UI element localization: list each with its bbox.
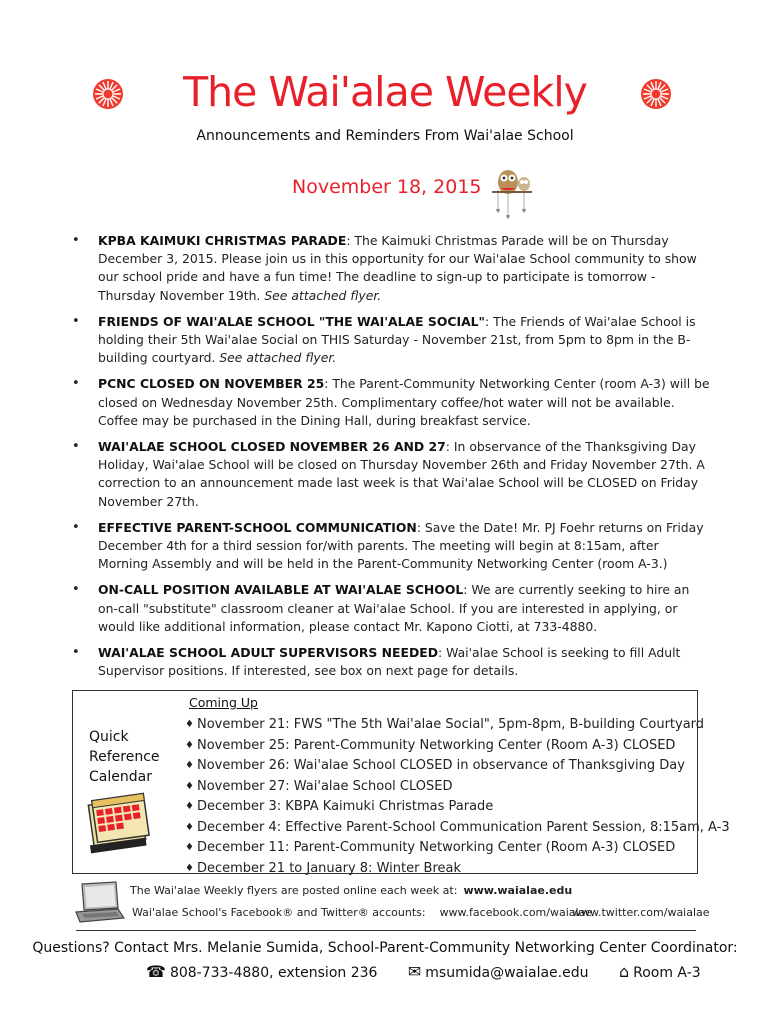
event-text: November 26: Wai'alae School CLOSED in observance of Thanksgiving Day [196,758,685,773]
social-notice [132,906,710,919]
announcement-heading: ON-CALL POSITION AVAILABLE AT WAI'ALAE SCHOOL [98,582,464,598]
newsletter-subtitle: Announcements and Reminders From Wai'alae School [196,128,574,144]
event-text: November 25: Parent-Community Networking Center (Room A-3) CLOSED [196,737,676,753]
room-icon: ⌂ [618,962,630,981]
announcement-heading: FRIENDS OF WAI'ALAE SCHOOL "THE WAI'ALAE SOCIAL" [98,313,486,329]
announcement-body: : We are currently seeking to hire an on-call "substitute" classroom cleaner at Wai'alae School. If you are interested in applying, or would like additional information, please contact Mr. Kapono Ciotti, at 733-4880. [98,582,690,634]
event-text: November 21: FWS "The 5th Wai'alae Social", 5pm-8pm, B-building Courtyard [196,717,705,732]
label-line: Calendar [89,769,152,785]
announcement-heading: EFFECTIVE PARENT-SCHOOL COMMUNICATION [98,519,417,535]
event-text: December 11: Parent-Community Networking Center (Room A-3) CLOSED [196,840,676,855]
announcement-body: : The Parent-Community Networking Center (room A-3) will be closed on Wednesday November 25th. Complimentary coffee/hot water will not be available. Coffee may be purchased in the Dining Hall, during breakfast service. [98,376,710,428]
announcement-heading: WAI'ALAE SCHOOL ADULT SUPERVISORS NEEDED [98,645,439,661]
announcement-heading: WAI'ALAE SCHOOL CLOSED NOVEMBER 26 AND 27 [98,439,446,455]
social-text: Wai'alae School's Facebook® and Twitter® accounts: [132,906,426,919]
label-line: Reference [89,749,160,765]
issue-date: November 18, 2015 [292,176,482,198]
twitter-link[interactable]: www.twitter.com/waialae [572,906,710,919]
bullet-icon: • [72,439,80,455]
bullet-icon: • [72,233,80,248]
announcement-body: : Wai'alae School is seeking to fill Adult Supervisor positions. If interested, see box on next page for details. [98,645,681,679]
email-group [408,962,589,981]
list-item [60,232,710,305]
diamond-bullet-icon: ♦ [185,719,194,730]
online-notice [130,884,572,897]
coming-up-heading: Coming Up [189,695,258,710]
newsletter-header [0,62,770,122]
room-location: Room A-3 [633,965,701,981]
event-item [185,838,730,859]
divider [76,930,696,931]
event-item [185,715,730,736]
event-list [185,715,730,879]
event-text: December 4: Effective Parent-School Communication Parent Session, 8:15am, A-3 [196,819,730,835]
event-item [185,797,730,818]
phone-number: 808-733-4880, extension 236 [169,965,378,981]
quick-reference-label [89,727,160,787]
quick-reference-box [72,690,730,876]
announcement-note: See attached flyer. [219,350,337,366]
event-text: December 3: KBPA Kaimuki Christmas Parade [196,799,494,814]
announcement-heading: KPBA KAIMUKI CHRISTMAS PARADE [98,233,347,248]
owl-icon [486,160,536,222]
bullet-icon: • [72,582,80,598]
bullet-icon: • [72,313,80,329]
announcement-body: : Save the Date! Mr. PJ Foehr returns on Friday December 4th for a third session for/with parents. The meeting will begin at 8:15am, after Morning Assembly and will be held in the Parent-Community Networking Center (room A-3.) [98,519,704,572]
list-item [60,581,710,636]
announcement-body: : In observance of the Thanksgiving Day Holiday, Wai'alae School will be closed on Thursday November 26th and Friday November 27th. A correction to an announcement made last week is that Wai'alae School will be CLOSED on Friday November 27th. [98,439,705,509]
diamond-bullet-icon: ♦ [185,842,194,853]
list-item [60,438,710,511]
diamond-bullet-icon: ♦ [185,780,194,792]
phone-icon: ☎ [146,962,166,981]
event-text: December 21 to January 8: Winter Break [196,860,462,876]
room-group [619,962,701,981]
diamond-bullet-icon: ♦ [185,862,194,874]
event-item [185,736,730,757]
list-item [60,375,710,430]
announcements-list [60,232,710,680]
label-line: Quick [89,729,129,745]
event-item [185,818,730,839]
event-text: November 27: Wai'alae School CLOSED [196,778,453,794]
event-item [185,859,730,880]
laptop-icon [72,880,126,926]
announcement-body: : The Friends of Wai'alae School is holding their 5th Wai'alae Social on THIS Saturday - November 21st, from 5pm to 8pm in the B-building courtyard. [98,313,696,366]
list-item [60,644,710,680]
online-text: The Wai'alae Weekly flyers are posted online each week at: [130,884,458,897]
announcement-heading: PCNC CLOSED ON NOVEMBER 25 [98,376,325,392]
event-item [185,777,730,798]
facebook-link[interactable]: www.facebook.com/waialae [439,906,593,919]
list-item [60,519,710,574]
email-address[interactable]: msumida@waialae.edu [425,965,589,981]
diamond-bullet-icon: ♦ [185,801,194,812]
contact-heading: Questions? Contact Mrs. Melanie Sumida, School-Parent-Community Networking Center Coordinator: [32,940,738,956]
event-item [185,756,730,777]
diamond-bullet-icon: ♦ [185,821,194,833]
newsletter-title: The Wai'alae Weekly [183,68,587,116]
diamond-bullet-icon: ♦ [185,739,194,751]
website-link[interactable]: www.waialae.edu [463,884,573,897]
contact-details [146,962,701,981]
announcement-note: See attached flyer. [264,287,382,303]
email-icon: ✉ [407,962,422,981]
diamond-bullet-icon: ♦ [185,760,194,771]
calendar-icon [85,787,155,857]
bullet-icon: • [72,645,80,661]
phone-group [146,962,377,981]
bullet-icon: • [72,376,80,392]
announcement-body: : The Kaimuki Christmas Parade will be on Thursday December 3, 2015. Please join us in this opportunity for our Wai'alae School community to show our school pride and have a fun time! The deadline to sign-up to participate is tomorrow - Thursday November 19th. [98,233,697,303]
list-item [60,313,710,368]
bullet-icon: • [72,519,80,535]
